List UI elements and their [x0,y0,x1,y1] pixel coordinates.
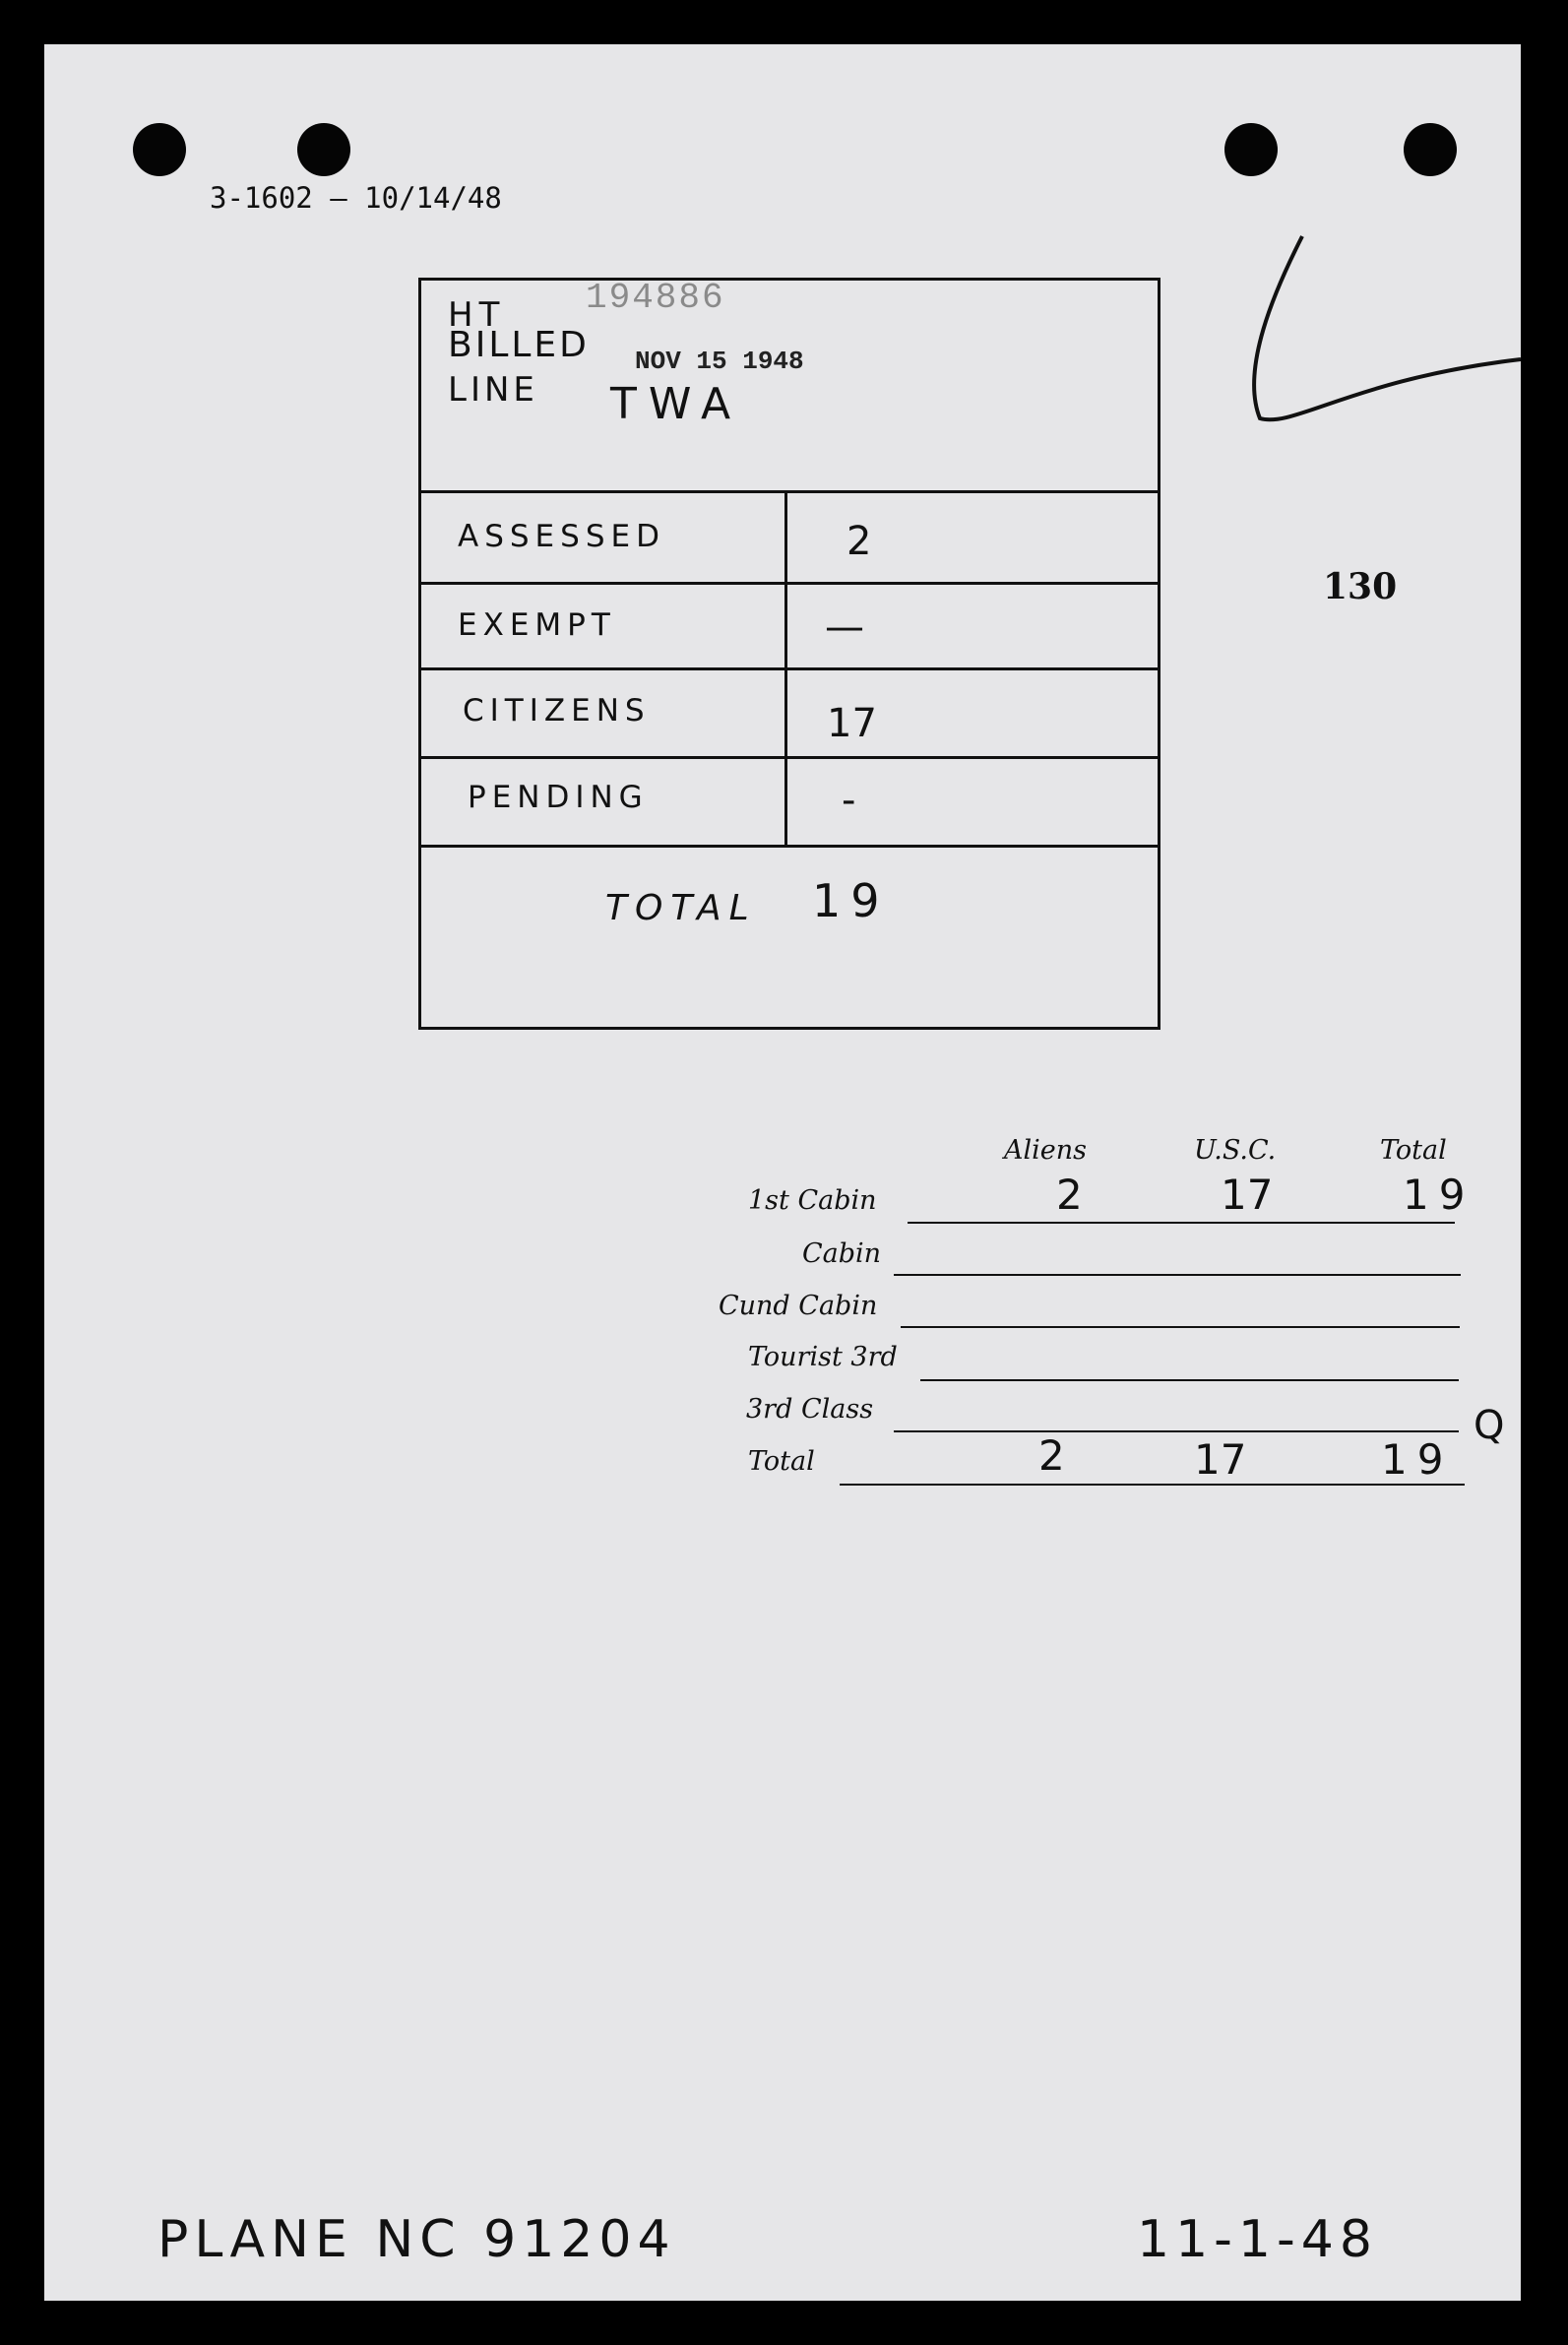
cell-1st-cabin-total: 19 [1403,1171,1475,1219]
row-underline [908,1222,1455,1224]
row-label-3rd-class: 3rd Class [746,1394,874,1425]
form-number: 3-1602 [210,181,313,215]
row-label-1st-cabin: 1st Cabin [748,1185,877,1216]
stamp-date: NOV 15 1948 [635,347,804,376]
box-total-value: 19 [812,874,890,927]
row-underline [894,1430,1459,1432]
row-label-tourist-3rd: Tourist 3rd [748,1342,898,1372]
pending-value: - [842,778,856,823]
row-label-total: Total [748,1446,815,1477]
box-divider [421,667,1158,670]
punch-hole [297,123,350,176]
punch-hole [133,123,186,176]
margin-mark: Q [1474,1403,1505,1448]
box-divider [421,756,1158,759]
cell-total-aliens: 2 [1038,1431,1065,1480]
assessed-label: ASSESSED [458,519,665,554]
pending-label: PENDING [468,780,649,815]
cell-1st-cabin-usc: 17 [1221,1171,1274,1219]
ref-separator: — [330,181,347,215]
row-underline [920,1379,1459,1381]
reference-line [210,181,502,215]
cell-total-total: 19 [1381,1435,1454,1484]
box-column-divider [784,490,787,847]
check-mark-icon [1235,231,1531,438]
row-underline [901,1326,1460,1328]
box-total-label: TOTAL [605,888,757,928]
side-number: 130 [1323,566,1398,607]
line-label: LINE [448,370,538,410]
exempt-label: EXEMPT [458,607,616,643]
cell-1st-cabin-aliens: 2 [1056,1171,1083,1219]
ht-label: HT [448,295,506,335]
row-label-2nd-cabin: Cund Cabin [719,1291,878,1321]
punch-hole [1404,123,1457,176]
footer-date: 11-1-48 [1137,2210,1378,2269]
row-underline [894,1274,1461,1276]
box-divider [421,490,1158,493]
row-underline [840,1484,1465,1486]
assessed-value: 2 [847,519,872,564]
citizens-label: CITIZENS [463,693,651,729]
cell-total-usc: 17 [1194,1435,1247,1484]
form-date: 10/14/48 [364,181,502,215]
header-usc: U.S.C. [1194,1135,1277,1166]
box-divider [421,845,1158,848]
row-label-cabin: Cabin [802,1238,882,1269]
line-value: TWA [610,379,743,429]
punch-hole [1224,123,1278,176]
citizens-value: 17 [827,701,877,746]
exempt-value: — [825,604,864,650]
billed-label: BILLED [448,325,590,365]
plane-number: PLANE NC 91204 [157,2210,676,2269]
box-divider [421,582,1158,585]
header-total: Total [1380,1135,1447,1166]
header-aliens: Aliens [1004,1135,1087,1166]
stamp-number: 194886 [586,278,725,318]
